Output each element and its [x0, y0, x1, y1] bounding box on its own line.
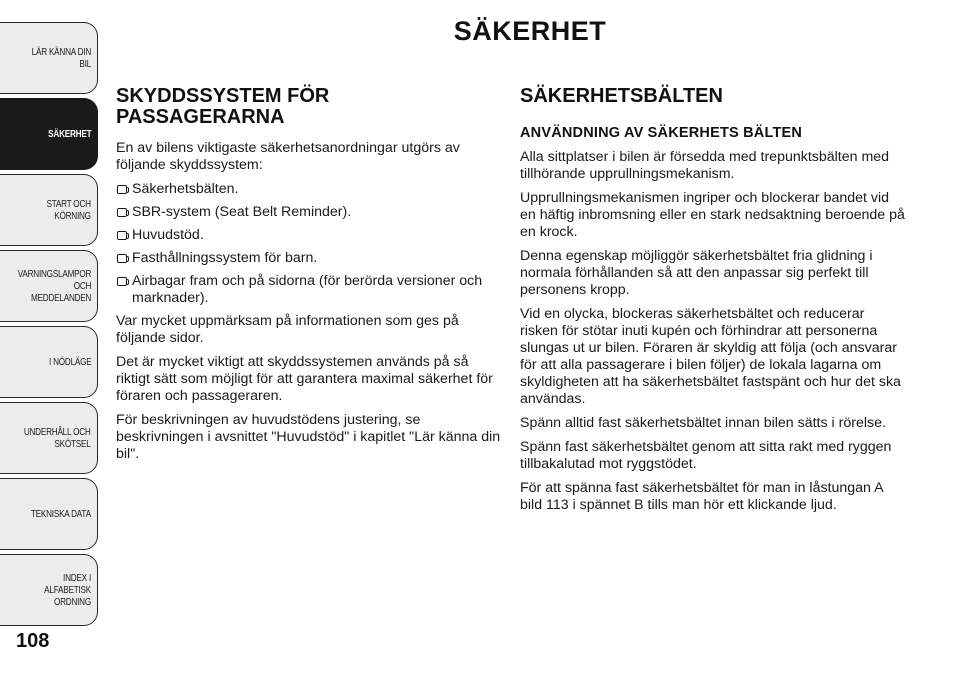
tab-varningslampor[interactable]	[0, 250, 98, 322]
tab-tekniska-data[interactable]	[0, 478, 98, 550]
tab-label: TEKNISKA DATA	[31, 508, 91, 520]
list-item-text: SBR-system (Seat Belt Reminder).	[132, 204, 352, 220]
subsection-heading: ANVÄNDNING AV SÄKERHETS BÄLTEN	[520, 125, 803, 141]
list-item-text: Airbagar fram och på sidorna (för berörda versioner och marknader).	[132, 273, 483, 306]
list-item	[116, 250, 501, 267]
list-item	[116, 204, 501, 221]
list-item	[116, 227, 501, 244]
tab-label: UNDERHÅLL OCH SKÖTSEL	[24, 426, 91, 450]
protection-systems-list	[116, 181, 501, 307]
body-paragraph: Var mycket uppmärksam på informationen som ges på följande sidor.	[116, 313, 459, 346]
body-paragraph: Alla sittplatser i bilen är försedda med trepunktsbälten med tillhörande upprullningsmekanism.	[520, 149, 890, 182]
body-paragraph: Upprullningsmekanismen ingriper och blockerar bandet vid en häftig inbromsning eller en stark nedsaktning beroende på en krock.	[520, 190, 905, 240]
checkbox-bullet-icon	[117, 277, 127, 286]
left-column	[116, 86, 501, 470]
tab-label: LÄR KÄNNA DIN BIL	[31, 46, 91, 70]
body-paragraph: Det är mycket viktigt att skyddssystemen används på så riktigt sätt som möjligt för att garantera maximal säkerhet för föraren och passageraren.	[116, 354, 493, 404]
body-paragraph: Vid en olycka, blockeras säkerhetsbältet och reducerar risken för stötar inuti kupén och förhindrar att personerna slungas ut ur bilen. Föraren är skyldig att följa (och ansvarar för att alla passagerare i bilen följer) de lokala lagarna om skyldigheten att ha säkerhetsbältet fastspänt och hur det ska användas.	[520, 306, 901, 407]
section-heading: SÄKERHETSBÄLTEN	[520, 85, 723, 107]
tab-label: VARNINGSLAMPOR OCH MEDDELANDEN	[17, 268, 91, 304]
tab-lar-kanna-din-bil[interactable]	[0, 22, 98, 94]
right-column	[520, 86, 905, 521]
tab-start-och-korning[interactable]	[0, 174, 98, 246]
body-paragraph: Denna egenskap möjliggör säkerhetsbältet fria glidning i normala förhållanden så att den anpassar sig perfekt till personens kropp.	[520, 248, 873, 298]
checkbox-bullet-icon	[117, 231, 127, 240]
checkbox-bullet-icon	[117, 254, 127, 263]
list-item	[116, 273, 501, 307]
list-item-text: Huvudstöd.	[132, 227, 204, 243]
body-paragraph: För beskrivningen av huvudstödens justering, se beskrivningen i avsnittet "Huvudstöd" i kapitlet "Lär känna din bil".	[116, 412, 501, 462]
tab-index[interactable]	[0, 554, 98, 626]
tab-label: SÄKERHET	[47, 128, 91, 140]
tab-underhall-och-skotsel[interactable]	[0, 402, 98, 474]
tab-sakerhet[interactable]	[0, 98, 98, 170]
tab-label: START OCH KÖRNING	[46, 198, 91, 222]
page-title: SÄKERHET	[453, 16, 607, 46]
section-heading: SKYDDSSYSTEM FÖR PASSAGERARNA	[116, 85, 330, 128]
body-paragraph: För att spänna fast säkerhetsbältet för man in låstungan A bild 113 i spännet B tills man hör ett klickande ljud.	[520, 480, 883, 513]
page-number: 108	[16, 630, 50, 652]
intro-paragraph: En av bilens viktigaste säkerhetsanordningar utgörs av följande skyddssystem:	[116, 140, 460, 173]
tab-label: I NÖDLÄGE	[48, 356, 91, 368]
body-paragraph: Spänn alltid fast säkerhetsbältet innan bilen sätts i rörelse.	[520, 415, 886, 431]
list-item-text: Fasthållningssystem för barn.	[132, 250, 318, 266]
tab-label: INDEX I ALFABETISK ORDNING	[44, 572, 91, 608]
list-item-text: Säkerhetsbälten.	[132, 181, 239, 197]
body-paragraph: Spänn fast säkerhetsbältet genom att sitta rakt med ryggen tillbakalutad mot ryggstödet.	[520, 439, 892, 472]
checkbox-bullet-icon	[117, 185, 127, 194]
tab-i-nodlage[interactable]	[0, 326, 98, 398]
checkbox-bullet-icon	[117, 208, 127, 217]
list-item	[116, 181, 501, 198]
